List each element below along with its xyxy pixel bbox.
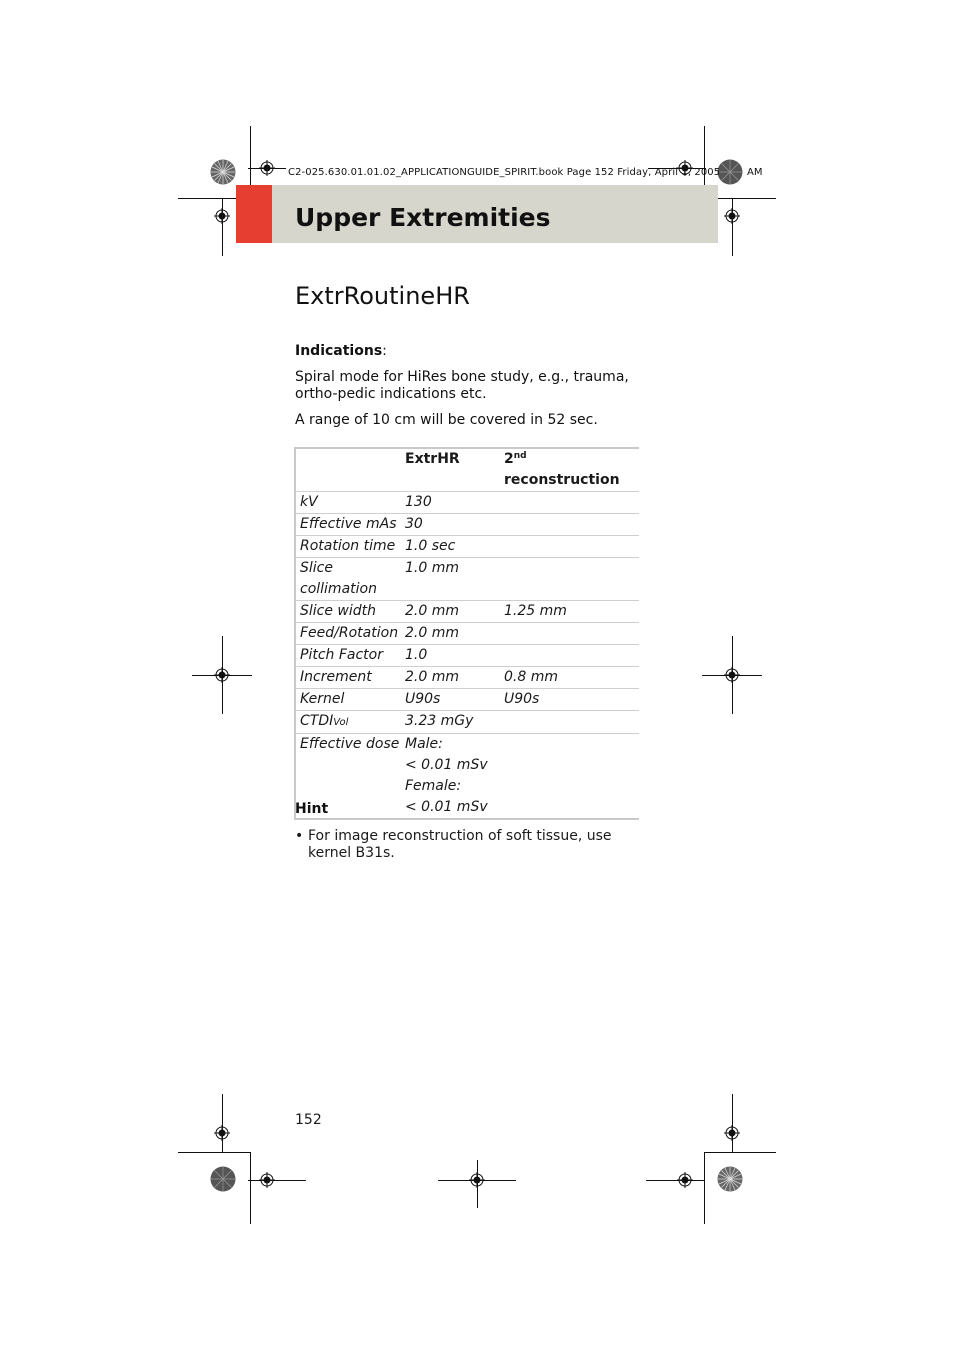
indications-label: Indications	[295, 343, 383, 359]
row-value: 2.0 mm	[405, 603, 459, 619]
dose-line: < 0.01 mSv	[405, 757, 488, 773]
section-title: ExtrRoutineHR	[295, 282, 470, 310]
chapter-title: Upper Extremities	[295, 203, 551, 232]
table-row	[296, 623, 639, 645]
header-prefix: 2	[504, 451, 514, 467]
row-value-2nd: U90s	[504, 691, 540, 707]
header-suffix: reconstruction	[504, 472, 620, 488]
page-number: 152	[295, 1112, 322, 1128]
parameter-table	[294, 447, 639, 820]
row-value-2nd	[500, 734, 639, 818]
range-text: A range of 10 cm will be covered in 52 sec.	[295, 412, 598, 428]
table-header-2nd-reconstruction	[500, 449, 639, 491]
row-value-2nd	[500, 623, 639, 644]
hint-item: For image reconstruction of soft tissue, use kernel B31s.	[308, 828, 612, 861]
row-value-multiline	[401, 734, 500, 818]
registration-mark-icon	[214, 667, 230, 683]
registration-mark-icon	[214, 208, 230, 224]
indications-text: Spiral mode for HiRes bone study, e.g., trauma, ortho-pedic indications etc.	[295, 369, 629, 402]
starburst-mark-icon	[717, 159, 743, 185]
table-header-row	[296, 449, 639, 492]
row-value-2nd	[500, 536, 639, 557]
registration-mark-icon	[469, 1172, 485, 1188]
ctdi-label: CTDI	[300, 713, 334, 729]
row-value-2nd	[500, 645, 639, 666]
crop-mark	[178, 1152, 250, 1153]
table-header-cell	[296, 449, 401, 491]
dose-line: < 0.01 mSv	[405, 799, 488, 815]
dose-line: Female:	[405, 778, 462, 794]
row-label: Slice collimation	[300, 560, 377, 597]
header-superscript: nd	[513, 451, 527, 461]
row-label: kV	[300, 494, 318, 510]
table-row	[296, 536, 639, 558]
starburst-mark-icon	[717, 1166, 743, 1192]
row-label: Rotation time	[300, 538, 396, 554]
crop-mark	[732, 198, 733, 256]
indications-colon: :	[382, 343, 387, 359]
row-label: Effective mAs	[300, 516, 397, 532]
registration-mark-icon	[677, 1172, 693, 1188]
registration-mark-icon	[214, 1125, 230, 1141]
starburst-mark-icon	[210, 1166, 236, 1192]
table-row	[296, 558, 639, 601]
crop-mark	[222, 1094, 223, 1152]
row-value-2nd	[500, 514, 639, 535]
row-label: Effective dose	[300, 736, 400, 752]
row-value: 1.0 sec	[405, 538, 456, 554]
crop-mark	[704, 1152, 705, 1224]
crop-mark	[732, 1094, 733, 1152]
indications-heading	[295, 343, 387, 360]
row-value: 1.0	[405, 647, 428, 663]
row-value-2nd	[500, 558, 639, 600]
row-label: Increment	[300, 669, 372, 685]
row-value: 2.0 mm	[405, 669, 459, 685]
row-value: 1.0 mm	[405, 560, 459, 576]
registration-mark-icon	[724, 1125, 740, 1141]
row-value-2nd	[500, 711, 639, 733]
ctdi-subscript: Vol	[333, 717, 349, 728]
crop-mark	[704, 1152, 776, 1153]
row-value: 30	[405, 516, 423, 532]
registration-mark-icon	[259, 160, 275, 176]
row-value-2nd: 1.25 mm	[504, 603, 567, 619]
row-value: 3.23 mGy	[405, 713, 474, 729]
print-slug: C2-025.630.01.01.02_APPLICATIONGUIDE_SPIRIT.book Page 152 Friday, April 1, 2005	[288, 167, 721, 178]
table-row	[296, 711, 639, 734]
table-row	[296, 601, 639, 623]
starburst-mark-icon	[210, 159, 236, 185]
print-slug-suffix: AM	[747, 167, 763, 178]
hint-heading: Hint	[295, 801, 329, 817]
chapter-accent-bar	[236, 185, 272, 243]
table-header-extrhr: ExtrHR	[405, 451, 460, 467]
table-row	[296, 689, 639, 711]
row-value-2nd: 0.8 mm	[504, 669, 558, 685]
row-label: Feed/Rotation	[300, 625, 399, 641]
dose-line: Male:	[405, 736, 443, 752]
registration-mark-icon	[724, 667, 740, 683]
row-value: 130	[405, 494, 432, 510]
registration-mark-icon	[259, 1172, 275, 1188]
crop-mark	[222, 198, 223, 256]
registration-mark-icon	[724, 208, 740, 224]
row-value-2nd	[500, 492, 639, 513]
row-label	[296, 711, 401, 733]
bullet-icon: •	[295, 828, 304, 844]
table-row	[296, 667, 639, 689]
crop-mark	[646, 1180, 704, 1181]
row-label: Pitch Factor	[300, 647, 383, 663]
table-row	[296, 645, 639, 667]
row-label: Kernel	[300, 691, 345, 707]
table-row	[296, 734, 639, 818]
crop-mark	[248, 1180, 306, 1181]
table-row	[296, 514, 639, 536]
row-label: Slice width	[300, 603, 377, 619]
crop-mark	[250, 1152, 251, 1224]
row-value: 2.0 mm	[405, 625, 459, 641]
row-value: U90s	[405, 691, 441, 707]
table-row	[296, 492, 639, 514]
